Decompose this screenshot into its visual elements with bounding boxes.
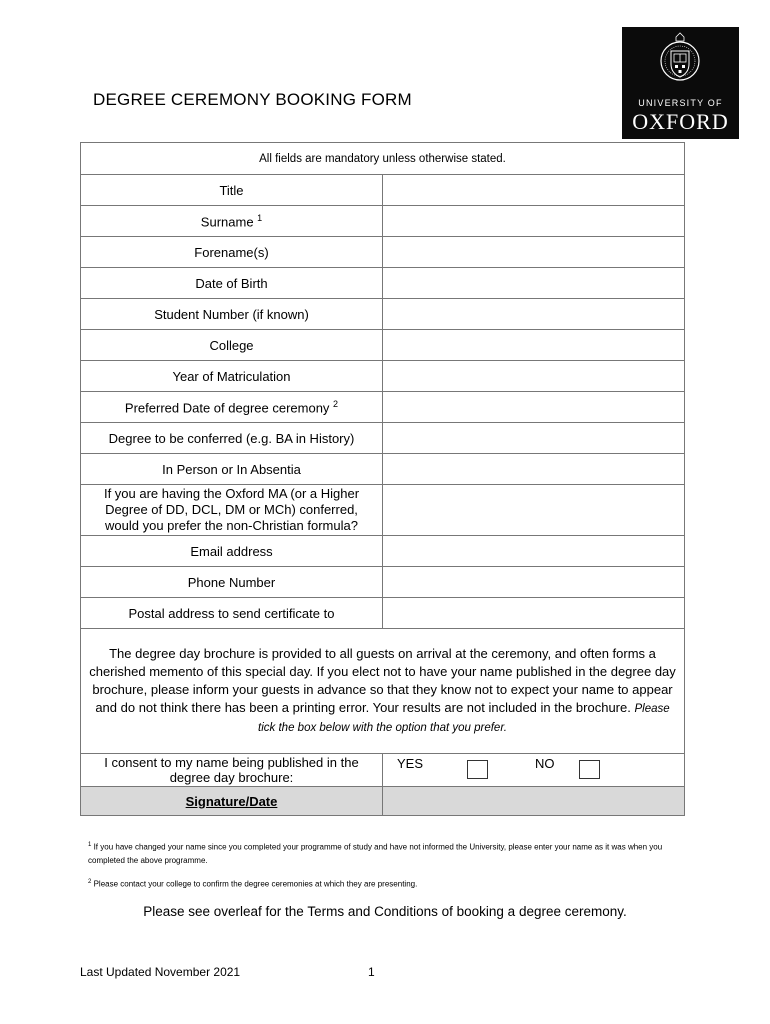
dob-label: Date of Birth bbox=[81, 268, 383, 299]
consent-label: I consent to my name being published in the degree day brochure: bbox=[81, 754, 383, 787]
title-label: Title bbox=[81, 175, 383, 206]
form-intro: All fields are mandatory unless otherwise stated. bbox=[81, 143, 685, 175]
matriculation-label: Year of Matriculation bbox=[81, 361, 383, 392]
postal-label: Postal address to send certificate to bbox=[81, 598, 383, 629]
brochure-text: The degree day brochure is provided to all guests on arrival at the ceremony, and often forms a cherished memento of this special day. If you elect not to have your name published in the degree day brochure, please inform your guests in advance so that they know not to expect your name to appear and do not think there has been a printing error. Your results are not included in the brochure. bbox=[89, 646, 676, 715]
matriculation-field[interactable] bbox=[383, 361, 685, 392]
preferred-date-footnote-mark: 2 bbox=[333, 398, 339, 409]
dob-field[interactable] bbox=[383, 268, 685, 299]
forenames-label: Forename(s) bbox=[81, 237, 383, 268]
last-updated: Last Updated November 2021 bbox=[80, 965, 241, 979]
phone-label: Phone Number bbox=[81, 567, 383, 598]
college-field[interactable] bbox=[383, 330, 685, 361]
footnote-1-text: If you have changed your name since you completed your programme of study and have not informed the University, please enter your name as it was when you completed the above programme. bbox=[88, 842, 663, 865]
footnote-2 bbox=[88, 876, 678, 891]
yes-checkbox[interactable] bbox=[467, 760, 488, 779]
student-number-field[interactable] bbox=[383, 299, 685, 330]
formula-label: If you are having the Oxford MA (or a Higher Degree of DD, DCL, DM or MCh) conferred, would you prefer the non-Christian formula? bbox=[81, 485, 383, 536]
preferred-date-label bbox=[81, 392, 383, 423]
no-label: NO bbox=[535, 756, 555, 771]
surname-footnote-mark: 1 bbox=[257, 212, 263, 223]
surname-field[interactable] bbox=[383, 206, 685, 237]
signature-field[interactable] bbox=[383, 787, 685, 816]
page-number: 1 bbox=[368, 965, 375, 979]
preferred-date-label-text: Preferred Date of degree ceremony bbox=[124, 400, 330, 416]
phone-field[interactable] bbox=[383, 567, 685, 598]
surname-label bbox=[81, 206, 383, 237]
attendance-field[interactable] bbox=[383, 454, 685, 485]
college-label: College bbox=[81, 330, 383, 361]
brochure-notice bbox=[81, 629, 685, 754]
overleaf-note: Please see overleaf for the Terms and Conditions of booking a degree ceremony. bbox=[143, 904, 627, 919]
yes-label: YES bbox=[397, 756, 424, 771]
postal-field[interactable] bbox=[383, 598, 685, 629]
no-checkbox[interactable] bbox=[579, 760, 600, 779]
degree-label: Degree to be conferred (e.g. BA in History) bbox=[81, 423, 383, 454]
surname-label-text: Surname bbox=[200, 214, 254, 230]
email-field[interactable] bbox=[383, 536, 685, 567]
signature-label: Signature/Date bbox=[81, 787, 383, 816]
brochure-instruction: Please tick the box below with the option that you prefer. bbox=[258, 703, 670, 734]
preferred-date-field[interactable] bbox=[383, 392, 685, 423]
footnote-1-mark: 1 bbox=[88, 842, 92, 848]
email-label: Email address bbox=[81, 536, 383, 567]
booking-form-table bbox=[80, 142, 685, 816]
oxford-logo bbox=[622, 27, 739, 139]
footnote-2-text: Please contact your college to confirm the degree ceremonies at which they are presenting. bbox=[93, 879, 418, 889]
student-number-label: Student Number (if known) bbox=[81, 299, 383, 330]
consent-options bbox=[383, 754, 685, 787]
forenames-field[interactable] bbox=[383, 237, 685, 268]
footnote-2-mark: 2 bbox=[88, 879, 92, 885]
degree-field[interactable] bbox=[383, 423, 685, 454]
footnote-1 bbox=[88, 839, 678, 867]
form-title: DEGREE CEREMONY BOOKING FORM bbox=[93, 90, 412, 109]
formula-field[interactable] bbox=[383, 485, 685, 536]
title-field[interactable] bbox=[383, 175, 685, 206]
logo-oxford: OXFORD bbox=[632, 109, 729, 134]
logo-university-of: UNIVERSITY OF bbox=[638, 98, 723, 108]
attendance-label: In Person or In Absentia bbox=[81, 454, 383, 485]
crest-icon bbox=[660, 31, 700, 93]
